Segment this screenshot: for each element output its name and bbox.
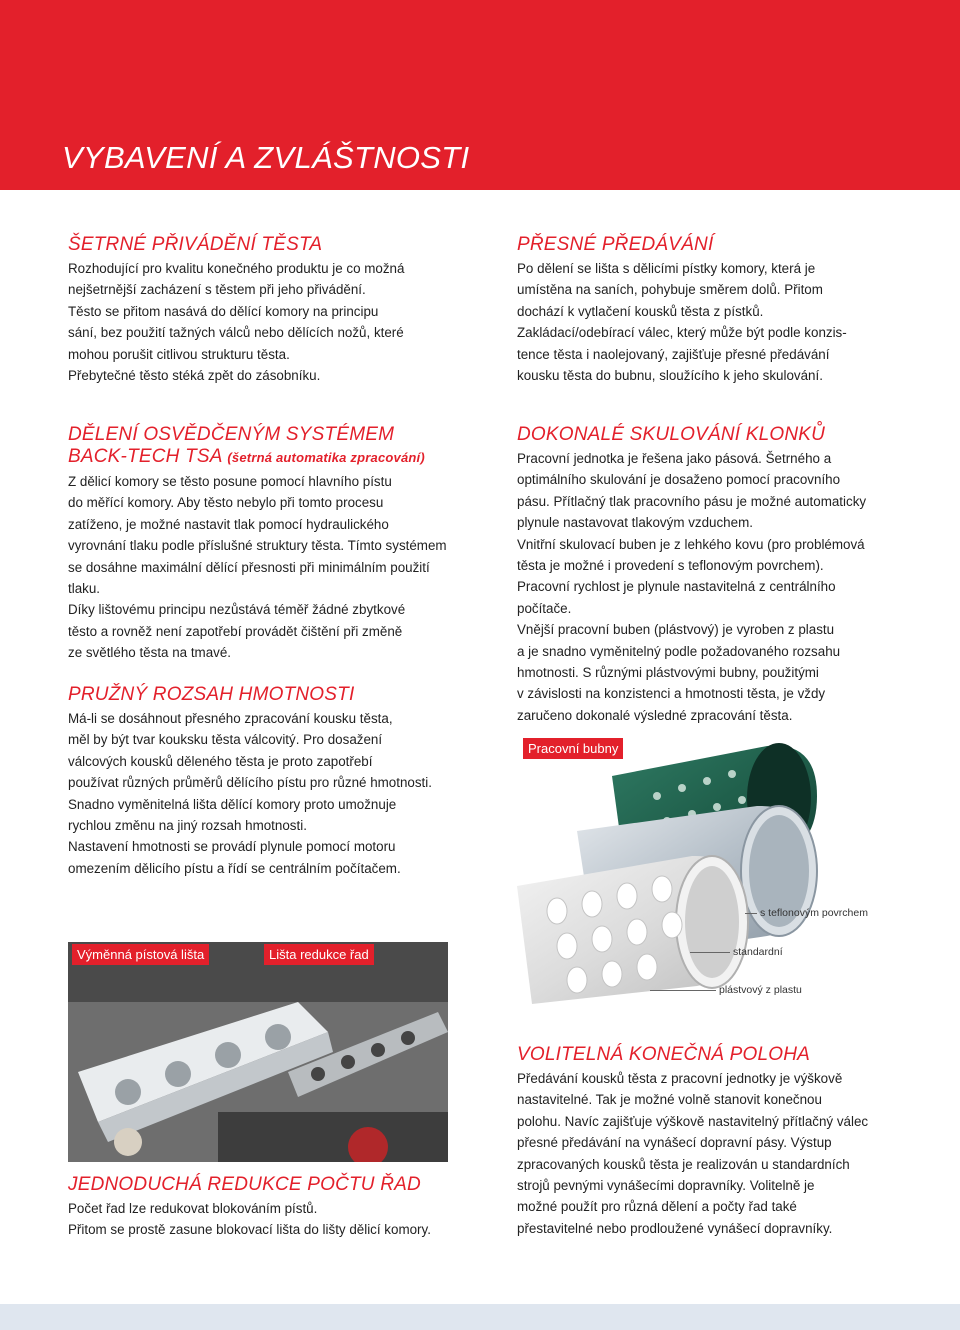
- body-line: těsto a rovněž není zapotřebí provádět čištění při změně: [68, 623, 403, 639]
- body-line: Vnější pracovní buben (plástvový) je vyroben z plastu: [517, 622, 835, 638]
- body-line: zpracovaných kousků těsta je realizován u standardních: [517, 1156, 850, 1172]
- body-line: kousku těsta do bubnu, sloužícího k jeho skulování.: [517, 368, 823, 384]
- section-body: [68, 708, 488, 879]
- page-title: VYBAVENÍ A ZVLÁŠTNOSTI: [62, 140, 470, 175]
- product-name: BACK-TECH TSA: [68, 446, 222, 467]
- body-line: Přitom se prostě zasune blokovací lišta do lišty dělicí komory.: [68, 1222, 431, 1238]
- section-body: [68, 258, 468, 386]
- section-heading: JEDNODUCHÁ REDUKCE POČTU ŘAD: [68, 1174, 421, 1195]
- body-line: Pracovní jednotka je řešena jako pásová. Šetrného a: [517, 451, 832, 466]
- body-line: přesné předávání na vynášecí dopravní pásy. Výstup: [517, 1135, 832, 1151]
- section-heading: DOKONALÉ SKULOVÁNÍ KLONKŮ: [517, 424, 826, 445]
- body-line: hmotnosti. S různými plástvovými bubny, použitými: [517, 665, 819, 681]
- section-setrne-privadeni: [68, 234, 468, 386]
- title-banner: [0, 0, 960, 190]
- body-line: Pracovní rychlost je plynule nastavitelná z centrálního: [517, 579, 836, 595]
- body-line: Díky lištovému principu nezůstává téměř žádné zbytkové: [68, 602, 406, 618]
- body-line: Vnitřní skulovací buben je z lehkého kovu (pro problémová: [517, 536, 865, 552]
- section-dokonale-skulovani: [517, 424, 937, 726]
- section-pruzny-rozsah: [68, 684, 488, 879]
- body-line: Má-li se dosáhnout přesného zpracování kousku těsta,: [68, 711, 393, 726]
- body-line: počítače.: [517, 600, 572, 616]
- drums-label: Pracovní bubny: [523, 738, 623, 759]
- callout-standard: standardní: [733, 946, 783, 958]
- body-line: přestavitelné nebo prodloužené vynášecí dopravníky.: [517, 1220, 833, 1236]
- body-line: ze světlého těsta na tmavé.: [68, 645, 232, 661]
- body-line: Snadno vyměnitelná lišta dělící komory proto umožnuje: [68, 796, 397, 812]
- body-line: Rozhodující pro kvalitu konečného produktu je co možná: [68, 261, 405, 276]
- row-reduction-label: Lišta redukce řad: [264, 944, 374, 965]
- section-heading: PŘESNÉ PŘEDÁVÁNÍ: [517, 234, 714, 255]
- body-line: nastavitelné. Tak je možné volně stanovit konečnou: [517, 1092, 822, 1108]
- product-note: (šetrná automatika zpracování): [227, 450, 425, 465]
- body-line: vyrovnání tlaku podle příslušné struktury těsta. Tímto systémem: [68, 538, 447, 554]
- body-line: Přebytečné těsto stéká zpět do zásobníku.: [68, 368, 321, 384]
- body-line: do měřící komory. Aby těsto nebylo při tomto procesu: [68, 495, 384, 511]
- body-line: tence těsta i naolejovaný, zajišťuje přesné předávání: [517, 346, 830, 362]
- body-line: sání, bez použití tažných válců nebo dělících nožů, které: [68, 325, 404, 341]
- body-line: rychlou změnu na jiný rozsah hmotnosti.: [68, 818, 307, 834]
- body-line: plynule nastavovat tlakovým vzduchem.: [517, 515, 753, 531]
- body-line: těsta je možné i provedení s teflonovým povrchem).: [517, 558, 824, 574]
- section-body: [68, 1198, 488, 1241]
- body-line: Nastavení hmotnosti se provádí plynule pomocí motoru: [68, 839, 396, 855]
- section-body: [517, 448, 937, 726]
- section-subheading: [68, 446, 488, 469]
- body-line: Těsto se přitom nasává do dělící komory na principu: [68, 303, 379, 319]
- section-jednoducha-redukce: [68, 1174, 488, 1241]
- callout-plastic: plástvový z plastu: [719, 984, 802, 996]
- body-line: Z dělicí komory se těsto posune pomocí hlavního pístu: [68, 474, 392, 489]
- piston-bar-label: Výměnná pístová lišta: [72, 944, 209, 965]
- body-line: pásu. Přítlačný tlak pracovního pásu je možné automaticky: [517, 493, 867, 509]
- body-line: používat různých průměrů dělícího pístu pro různé hmotnosti.: [68, 775, 432, 791]
- body-line: válcových kousků děleného těsta je proto zapotřebí: [68, 753, 373, 769]
- body-line: umístěna na saních, pohybuje směrem dolů. Přitom: [517, 282, 823, 298]
- section-deleni: [68, 424, 488, 664]
- section-body: [517, 258, 937, 386]
- callout-line-plastic: [650, 990, 716, 991]
- body-line: polohu. Navíc zajišťuje výškově nastavitelný přítlačný válec: [517, 1113, 869, 1129]
- section-volitelna-poloha: [517, 1044, 937, 1239]
- body-line: Předávání kousků těsta z pracovní jednotky je výškově: [517, 1071, 843, 1086]
- body-line: nejšetrnější zacházení s těstem při jeho přivádění.: [68, 282, 366, 298]
- body-line: mohou porušit citlivou strukturu těsta.: [68, 346, 290, 362]
- callout-line-standard: [690, 952, 730, 953]
- body-line: strojů pevnými vynášecími dopravníky. Volitelně je: [517, 1178, 815, 1194]
- body-line: tlaku.: [68, 581, 101, 597]
- body-line: v závislosti na konzistenci a hmotnosti těsta, je vždy: [517, 686, 826, 702]
- callout-teflon: s teflonovým povrchem: [760, 907, 868, 919]
- body-line: Po dělení se lišta s dělicími pístky komory, která je: [517, 261, 816, 276]
- body-line: se dosáhne maximální dělící přesnosti při minimálním použití: [68, 559, 430, 575]
- body-line: Počet řad lze redukovat blokováním pístů.: [68, 1201, 318, 1216]
- body-line: omezením dělicího pístu a řídí se centrálním počítačem.: [68, 860, 401, 876]
- section-body: [68, 471, 488, 664]
- piston-bar-photo: [68, 942, 448, 1162]
- body-line: a je snadno vyměnitelný podle požadovaného rozsahu: [517, 643, 841, 659]
- section-heading: DĚLENÍ OSVĚDČENÝM SYSTÉMEM: [68, 424, 395, 445]
- body-line: Zakládací/odebírací válec, který může být podle konzis-: [517, 325, 847, 341]
- section-body: [517, 1068, 937, 1239]
- body-line: zatíženo, je možné nastavit tlak pomocí hydraulického: [68, 516, 389, 532]
- body-line: zaručeno dokonalé výsledné zpracování těsta.: [517, 707, 793, 723]
- body-line: měl by být tvar kouksku těsta válcovitý. Pro dosažení: [68, 732, 383, 748]
- section-heading: ŠETRNÉ PŘIVÁDĚNÍ TĚSTA: [68, 234, 323, 255]
- footer-strip: [0, 1304, 960, 1330]
- body-line: možné použít pro různá dělení a počty řad také: [517, 1199, 797, 1215]
- body-line: dochází k vytlačení kousků těsta z pístků.: [517, 303, 764, 319]
- drums-photo: [517, 736, 872, 1004]
- drums-illustration: [517, 736, 872, 1004]
- section-presne-predavani: [517, 234, 937, 386]
- section-heading: PRUŽNÝ ROZSAH HMOTNOSTI: [68, 684, 355, 705]
- piston-bar-illustration: [68, 942, 448, 1162]
- callout-line-teflon: [745, 913, 757, 914]
- body-line: optimálního skulování je dosaženo pomocí pracovního: [517, 472, 841, 488]
- section-heading: VOLITELNÁ KONEČNÁ POLOHA: [517, 1044, 811, 1065]
